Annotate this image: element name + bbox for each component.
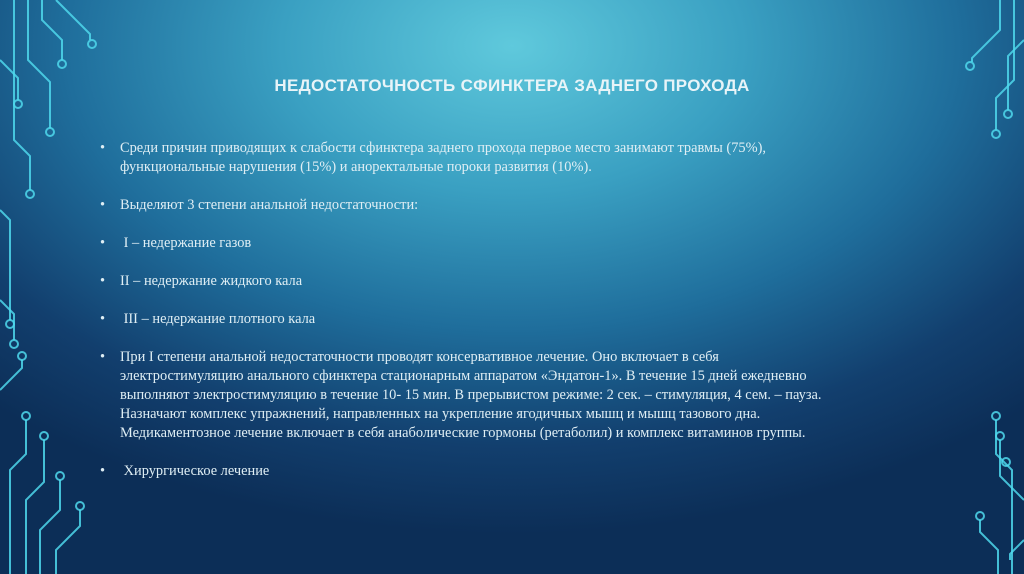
bullet-item-degrees xyxy=(100,196,860,215)
item-line: III – недержание плотного кала xyxy=(120,311,316,327)
item-line: Выделяют 3 степени анальной недостаточности: xyxy=(120,197,419,213)
item-line: Медикаментозное лечение включает в себя анаболические гормоны (ретаболил) и комплекс витаминов группы. xyxy=(120,425,806,441)
item-line: I – недержание газов xyxy=(120,235,252,251)
bullet-item-degree-1 xyxy=(100,234,860,253)
bullet-item-surgery xyxy=(100,462,860,481)
bullet-icon: • xyxy=(100,197,106,213)
item-line: Назначают комплекс упражнений, направленных на укрепление ягодичных мышц и мышц тазового дна. xyxy=(120,406,761,422)
item-line: выполняют электростимуляцию в течение 10- 15 мин. В прерывистом режиме: 2 сек. – стимуляция, 4 сем. – пауза. xyxy=(120,387,822,403)
item-line: электростимуляцию анального сфинктера стационарным аппаратом «Эндатон-1». В течение 15 дней ежедневно xyxy=(120,368,807,384)
bullet-item-degree-2 xyxy=(100,272,860,291)
item-line: Среди причин приводящих к слабости сфинктера заднего прохода первое место занимают травмы (75%), xyxy=(120,140,766,156)
bullet-icon: • xyxy=(100,273,106,289)
bullet-icon: • xyxy=(100,311,106,327)
bullet-list xyxy=(100,139,860,481)
item-line: функциональные нарушения (15%) и аноректальные пороки развития (10%). xyxy=(120,159,592,175)
bullet-icon: • xyxy=(100,349,106,365)
bullet-icon: • xyxy=(100,463,106,479)
bullet-item-degree-3 xyxy=(100,310,860,329)
item-line: Хирургическое лечение xyxy=(120,463,270,479)
bullet-item-causes xyxy=(100,139,860,177)
item-line: II – недержание жидкого кала xyxy=(120,273,303,289)
bullet-icon: • xyxy=(100,140,106,156)
slide-title: НЕДОСТАТОЧНОСТЬ СФИНКТЕРА ЗАДНЕГО ПРОХОДА xyxy=(274,76,750,95)
item-line: При I степени анальной недостаточности проводят консервативное лечение. Оно включает в себя xyxy=(120,349,719,365)
bullet-item-treatment xyxy=(100,348,860,443)
bullet-icon: • xyxy=(100,235,106,251)
